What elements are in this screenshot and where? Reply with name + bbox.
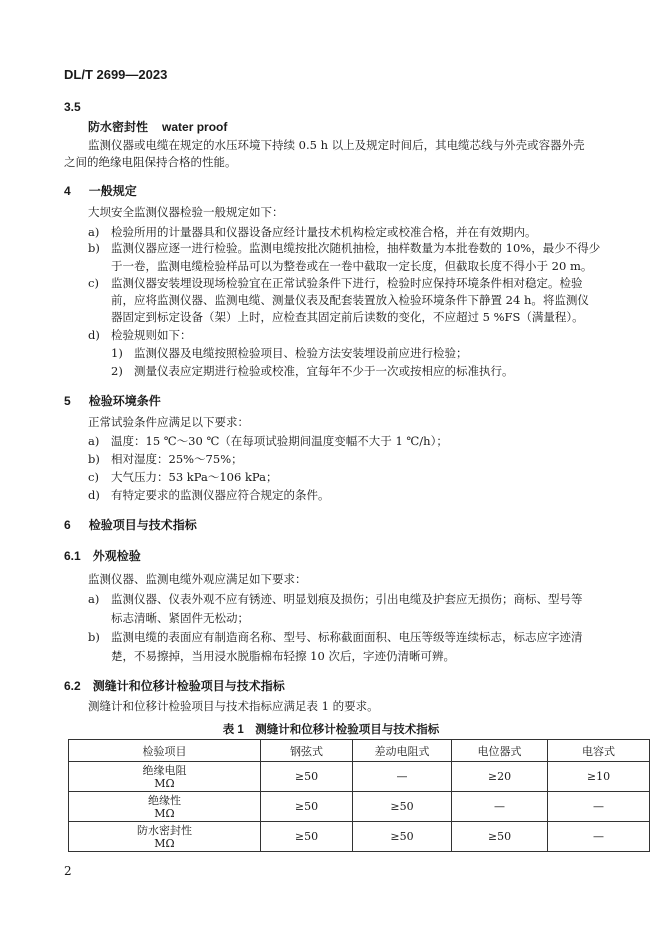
list-marker: b) [88, 452, 100, 466]
section-6-2-intro: 测缝计和位移计检验项目与技术指标应满足表 1 的要求。 [88, 699, 379, 713]
list-marker: b) [88, 241, 100, 255]
list-item-4c-cont-2: 器固定到标定设备（架）上时，应检查其固定前后读数的变化，不应超过 5 %FS（满量程）。 [111, 310, 584, 324]
table-header-row [69, 740, 650, 762]
table-cell: ≥20 [452, 762, 548, 792]
term-en: water proof [162, 120, 228, 134]
list-text: 有特定要求的监测仪器应符合规定的条件。 [111, 488, 330, 502]
section-6-1-title: 外观检验 [92, 549, 141, 563]
standard-code: DL/T 2699—2023 [64, 67, 168, 82]
row-label [69, 762, 261, 792]
section-6-2-title: 测缝计和位移计检验项目与技术指标 [92, 679, 285, 693]
list-marker: c) [88, 276, 99, 290]
item-unit: MΩ [154, 836, 175, 850]
section-6-title: 检验项目与技术指标 [88, 518, 197, 532]
row-label [69, 822, 261, 852]
section-6-number: 6 [64, 518, 71, 532]
list-text: 相对湿度：25%～75%； [111, 452, 243, 466]
table-cell: — [353, 762, 452, 792]
section-6-2-number: 6.2 [64, 679, 81, 693]
list-text: 温度：15 ℃～30 ℃（在每项试验期间温度变幅不大于 1 ℃/h）； [111, 434, 448, 448]
section-3-5-number: 3.5 [64, 100, 81, 114]
list-marker: d) [88, 328, 100, 342]
list-item-6-1a-cont: 标志清晰、紧固件无松动； [111, 611, 249, 625]
list-text: 检验规则如下： [111, 328, 192, 342]
list-item-6-1b [88, 627, 583, 648]
term-definition-line-2: 之间的绝缘电阻保持合格的性能。 [64, 155, 237, 169]
list-text: 监测仪器及电缆按照检验项目、检验方法安装埋设前应进行检验； [134, 346, 468, 360]
section-5-heading [64, 392, 161, 409]
section-6-1-number: 6.1 [64, 549, 81, 563]
list-marker: a) [88, 225, 100, 239]
list-text: 监测仪器、仪表外观不应有锈迹、明显划痕及损伤；引出电缆及护套应无损伤；商标、型号等 [111, 592, 583, 606]
section-4-intro: 大坝安全监测仪器检验一般规定如下： [88, 205, 284, 219]
section-5-title: 检验环境条件 [88, 394, 161, 408]
list-item-5d [88, 485, 330, 506]
item-name: 防水密封性 [137, 823, 192, 837]
section-5-intro: 正常试验条件应满足以下要求： [88, 415, 249, 429]
table-row [69, 762, 650, 792]
col-header-capacitive: 电容式 [548, 740, 650, 762]
table-cell: ≥10 [548, 762, 650, 792]
section-6-1-intro: 监测仪器、监测电缆外观应满足如下要求： [88, 572, 307, 586]
table-cell: — [548, 822, 650, 852]
section-4-title: 一般规定 [88, 184, 137, 198]
col-header-vibrating-wire: 钢弦式 [261, 740, 353, 762]
item-name: 绝缘性 [148, 793, 181, 807]
term-definition-line-1: 监测仪器或电缆在规定的水压环境下持续 0.5 h 以上及规定时间后，其电缆芯线与外壳或容器外壳 [88, 138, 585, 152]
item-unit: MΩ [154, 776, 175, 790]
list-marker: b) [88, 630, 100, 644]
list-marker: 1) [111, 346, 123, 360]
term-heading [88, 118, 227, 135]
row-label [69, 792, 261, 822]
section-6-1-heading [64, 547, 141, 564]
table-row [69, 822, 650, 852]
section-6-2-heading [64, 677, 285, 694]
table-cell: ≥50 [261, 762, 353, 792]
table-cell: — [452, 792, 548, 822]
list-item-6-1a [88, 589, 583, 610]
list-text: 测量仪表应定期进行检验或校准，宜每年不少于一次或按相应的标准执行。 [134, 364, 514, 378]
list-marker: d) [88, 488, 100, 502]
table-cell: — [548, 792, 650, 822]
table-cell: ≥50 [261, 822, 353, 852]
col-header-differential-resistance: 差动电阻式 [353, 740, 452, 762]
section-6-heading [64, 516, 197, 533]
section-4-number: 4 [64, 184, 71, 198]
item-name: 绝缘电阻 [142, 763, 187, 777]
spec-table [68, 739, 650, 852]
list-text: 监测仪器应逐一进行检验。监测电缆按批次随机抽检，抽样数量为本批卷数的 10%，最少不得少 [111, 241, 601, 255]
item-unit: MΩ [154, 806, 175, 820]
table-cell: ≥50 [353, 822, 452, 852]
table-cell: ≥50 [452, 822, 548, 852]
term-cn: 防水密封性 [88, 120, 149, 134]
table-caption: 表 1 测缝计和位移计检验项目与技术指标 [222, 724, 440, 736]
table-cell: ≥50 [261, 792, 353, 822]
list-marker: c) [88, 470, 99, 484]
list-text: 监测电缆的表面应有制造商名称、型号、标称截面面积、电压等级等连续标志，标志应字迹清 [111, 630, 583, 644]
table-row [69, 792, 650, 822]
list-marker: a) [88, 434, 100, 448]
section-4-heading [64, 182, 137, 199]
list-item-6-1b-cont: 楚，不易擦掉，当用浸水脱脂棉布轻擦 10 次后，字迹仍清晰可辨。 [111, 649, 455, 663]
list-marker: 2) [111, 364, 123, 378]
list-item-4c-cont-1: 前，应将监测仪器、监测电缆、测量仪表及配套装置放入检验环境条件下静置 24 h。将监测仪 [111, 293, 589, 307]
list-text: 检验所用的计量器具和仪器设备应经计量技术机构检定或校准合格，并在有效期内。 [111, 225, 537, 239]
col-header-potentiometer: 电位器式 [452, 740, 548, 762]
list-text: 监测仪器安装埋设现场检验宜在正常试验条件下进行，检验时应保持环境条件相对稳定。检验 [111, 276, 583, 290]
col-header-item: 检验项目 [69, 740, 261, 762]
table-cell: ≥50 [353, 792, 452, 822]
list-item-4b-cont: 于一卷，监测电缆检验样品可以为整卷或在一卷中截取一定长度，但截取长度不得小于 20 m。 [111, 259, 593, 273]
page-number: 2 [64, 864, 72, 878]
list-marker: a) [88, 592, 100, 606]
section-5-number: 5 [64, 394, 71, 408]
list-text: 大气压力：53 kPa～106 kPa； [111, 470, 278, 484]
sub-item-4d-2 [111, 361, 514, 382]
